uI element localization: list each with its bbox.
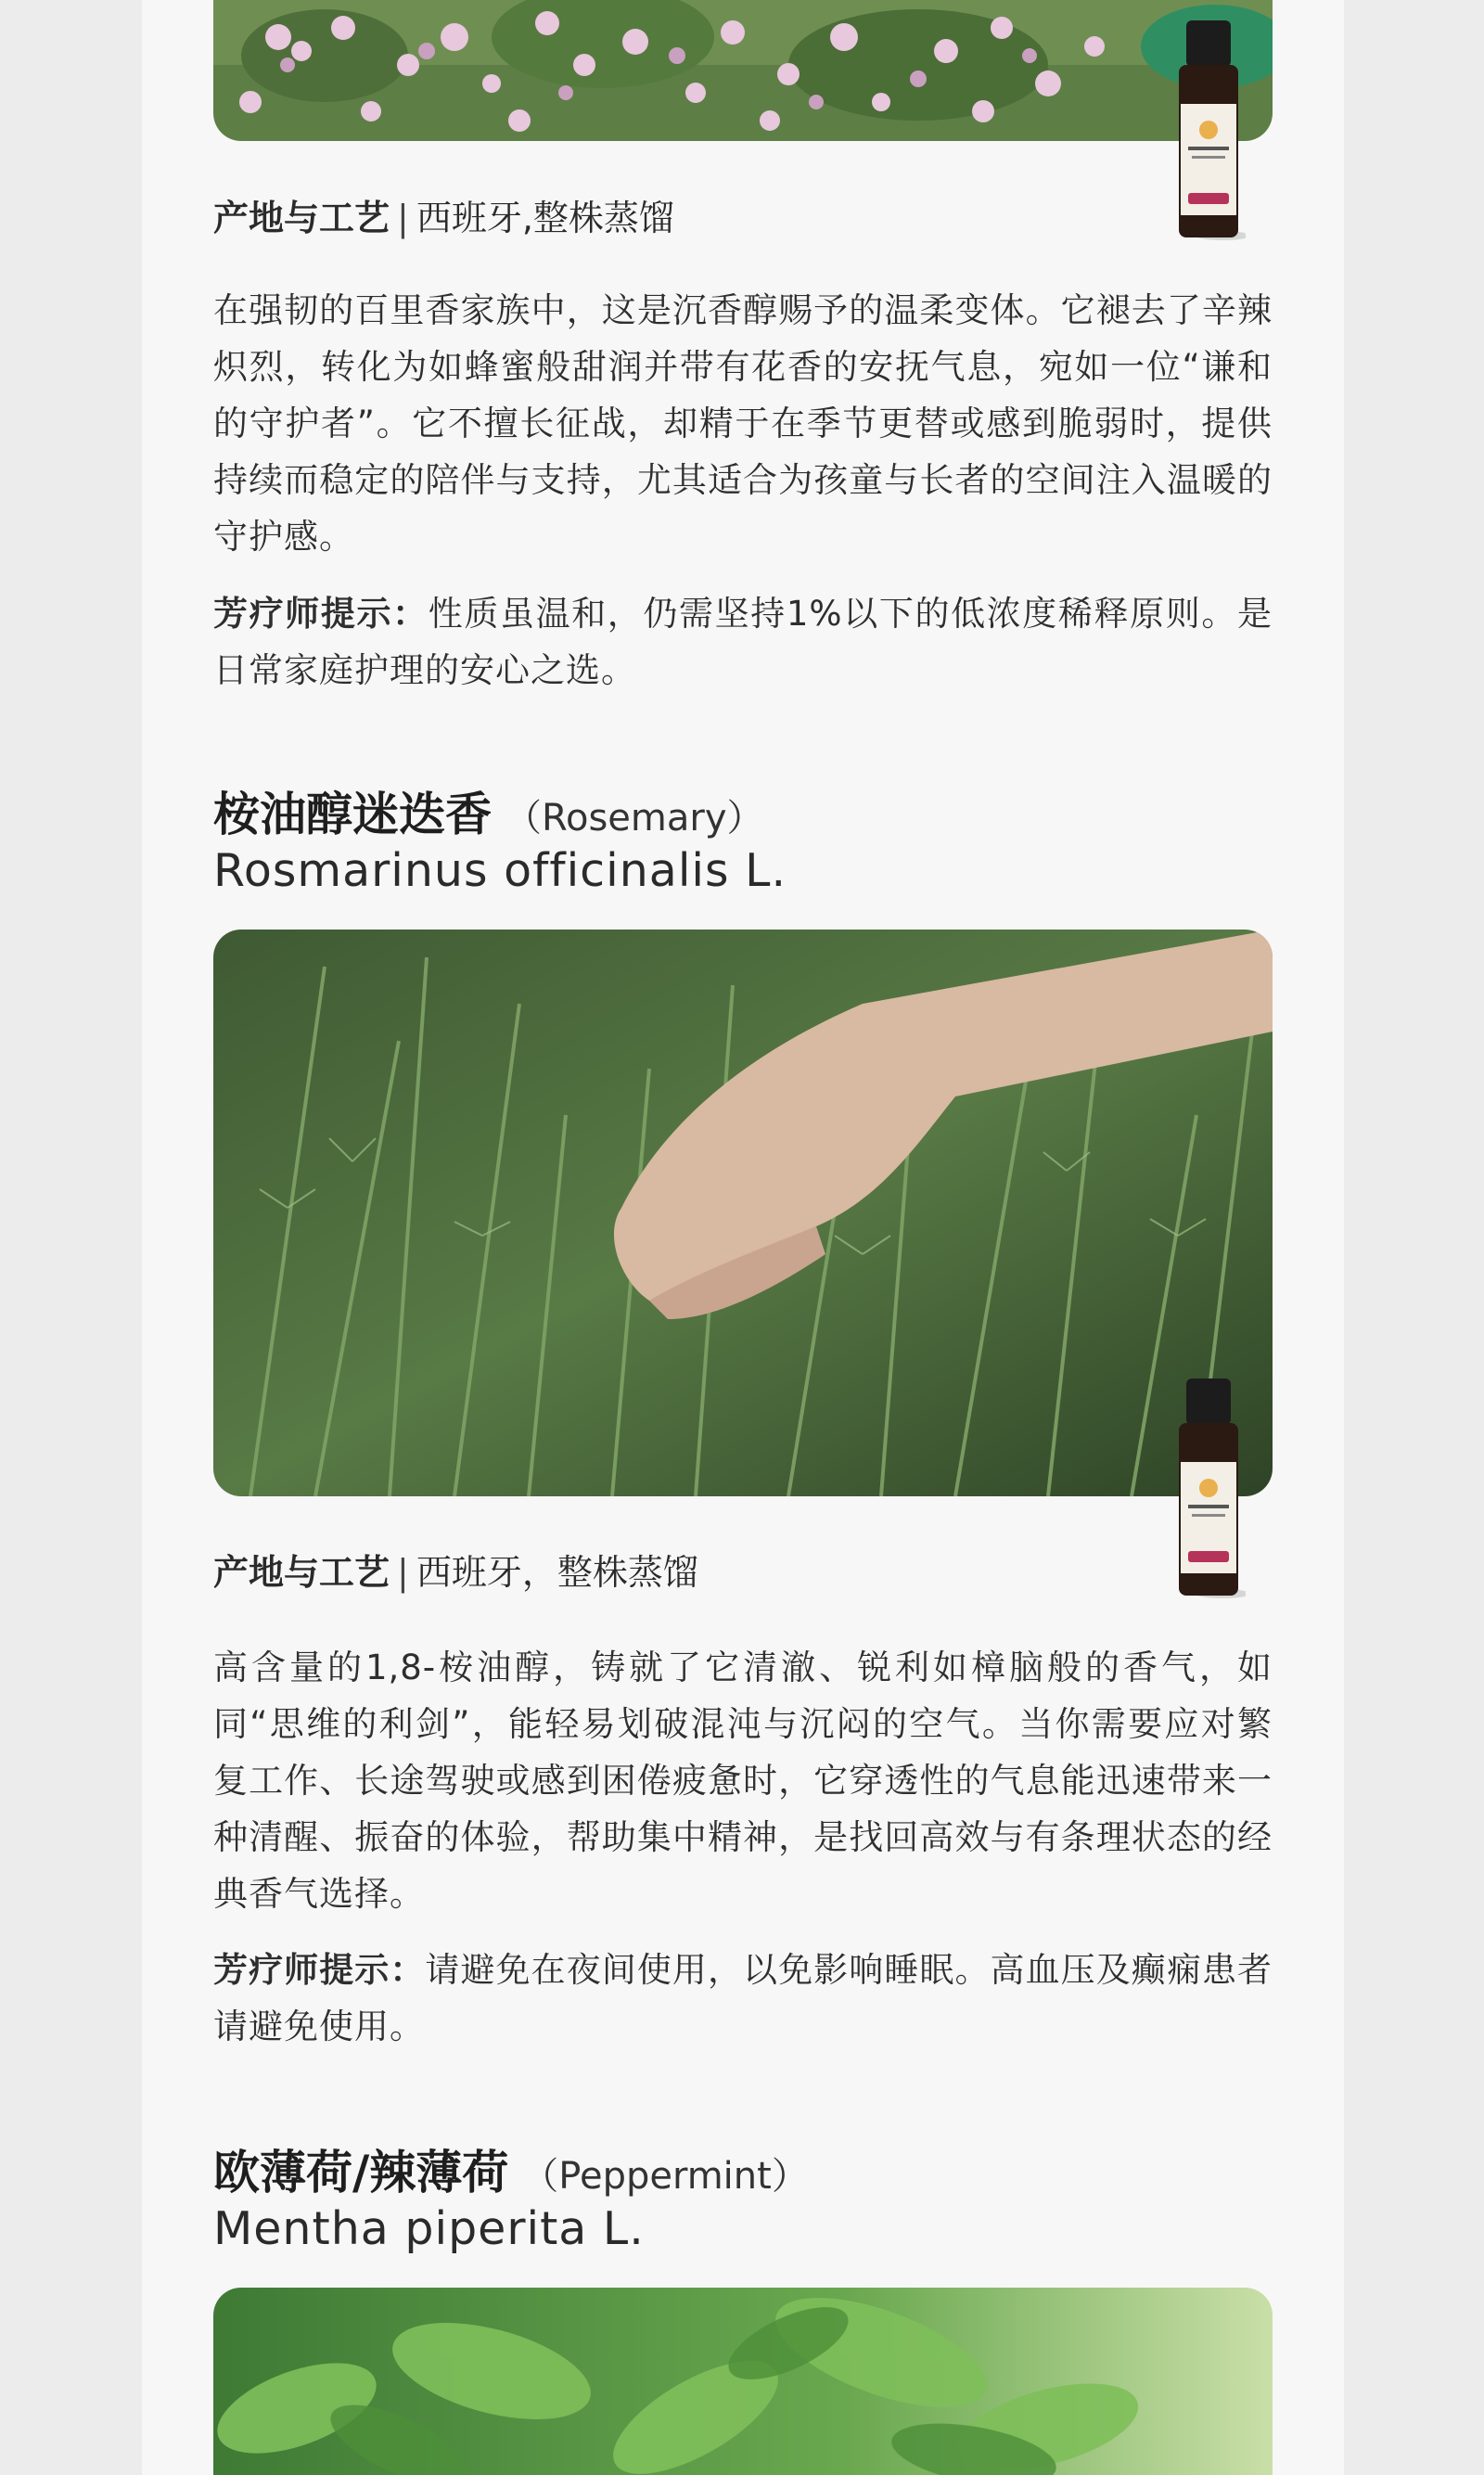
title-chinese: 桉油醇迷迭香 — [213, 788, 492, 841]
tip-text: 请避免在夜间使用，以免影响睡眠。高血压及癫痫患者请避免使用。 — [213, 1950, 1273, 2046]
title-english: （Rosemary） — [505, 797, 764, 840]
thyme-oil-bottle — [1171, 20, 1246, 243]
peppermint-title — [213, 2135, 809, 2202]
origin-line-2: 产地与工艺 | 西班牙，整株蒸馏 — [213, 1552, 698, 1593]
title-english: （Peppermint） — [521, 2155, 809, 2198]
tip-label: 芳疗师提示： — [213, 594, 429, 634]
tip-text: 性质虽温和，仍需坚持1%以下的低浓度稀释原则。是日常家庭护理的安心之选。 — [213, 594, 1273, 690]
title-chinese: 欧薄荷/辣薄荷 — [213, 2146, 509, 2199]
description-1: 在强韧的百里香家族中，这是沉香醇赐予的温柔变体。它褪去了辛辣炽烈，转化为如蜂蜜般甜润并带有花香的安抚气息，宛如一位“谦和的守护者”。它不擅长征战，却精于在季节更替或感到脆弱时，提供持续而稳定的陪伴与支持，尤其适合为孩童与长者的空间注入温暖的守护感。 — [213, 290, 1273, 557]
tip-label: 芳疗师提示： — [213, 1950, 426, 1990]
peppermint-photo — [213, 2288, 1273, 2475]
rosemary-title — [213, 777, 764, 844]
thyme-photo — [213, 0, 1273, 141]
origin-line-1: 产地与工艺 | 西班牙,整株蒸馏 — [213, 198, 674, 238]
rosemary-oil-bottle — [1171, 1379, 1246, 1601]
origin-value: 西班牙,整株蒸馏 — [416, 198, 674, 238]
rosemary-latin-name: Rosmarinus officinalis L. — [213, 844, 787, 897]
origin-label: 产地与工艺 — [213, 1552, 390, 1593]
origin-value: 西班牙，整株蒸馏 — [416, 1552, 698, 1593]
description-2: 高含量的1,8-桉油醇，铸就了它清澈、锐利如樟脑般的香气，如同“思维的利剑”，能轻易划破混沌与沉闷的空气。当你需要应对繁复工作、长途驾驶或感到困倦疲惫时，它穿透性的气息能迅速带来一种清醒、振奋的体验，帮助集中精神，是找回高效与有条理状态的经典香气选择。 — [213, 1648, 1273, 1914]
rosemary-photo — [213, 930, 1273, 1496]
aromatherapist-tip-2 — [213, 1942, 1273, 2055]
origin-label: 产地与工艺 — [213, 198, 390, 238]
aromatherapist-tip-1 — [213, 585, 1273, 699]
product-detail-page — [142, 0, 1344, 2475]
peppermint-latin-name: Mentha piperita L. — [213, 2202, 645, 2255]
